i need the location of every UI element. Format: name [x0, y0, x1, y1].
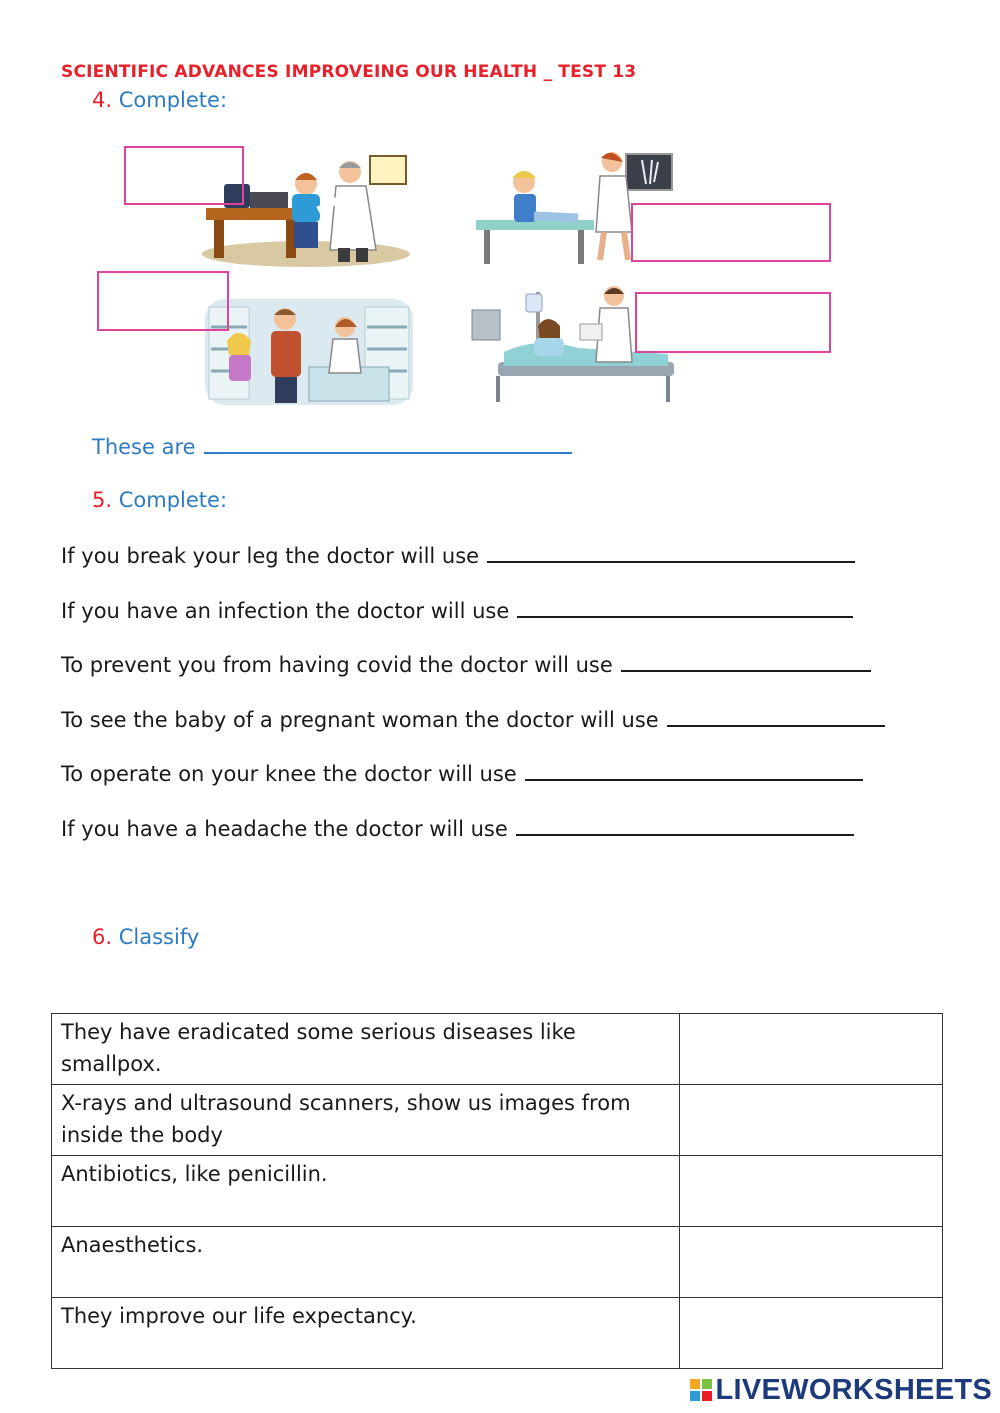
liveworksheets-logo-icon: [689, 1378, 713, 1402]
section-5-number: 5.: [92, 488, 113, 512]
these-are-answer-line[interactable]: [204, 434, 572, 454]
section-4-heading: [92, 88, 227, 112]
classify-answer-cell[interactable]: [680, 1085, 943, 1156]
sentence-2: [61, 598, 853, 623]
sentence-3-text: To prevent you from having covid the doctor will use: [61, 653, 613, 677]
sentence-1-text: If you break your leg the doctor will use: [61, 544, 480, 568]
liveworksheets-logo: [689, 1374, 993, 1407]
classify-statement: X-rays and ultrasound scanners, show us images from inside the body: [52, 1085, 680, 1156]
pharmacy-illustration: [205, 297, 413, 407]
classify-statement: They have eradicated some serious diseases like smallpox.: [52, 1014, 680, 1085]
these-are-prompt: [92, 434, 572, 459]
sentence-5-text: To operate on your knee the doctor will use: [61, 762, 517, 786]
section-4-number: 4.: [92, 88, 113, 112]
section-6-heading: [92, 925, 199, 949]
sentence-4-answer-line[interactable]: [667, 707, 885, 727]
these-are-label: These are: [92, 435, 196, 459]
sentence-6-answer-line[interactable]: [516, 816, 854, 836]
answer-box-hospital[interactable]: [635, 292, 831, 353]
section-5-heading: [92, 488, 227, 512]
classify-statement: Anaesthetics.: [52, 1227, 680, 1298]
section-6-number: 6.: [92, 925, 113, 949]
sentence-4: [61, 707, 885, 732]
table-row: [52, 1085, 943, 1156]
classify-answer-cell[interactable]: [680, 1298, 943, 1369]
sentence-2-text: If you have an infection the doctor will use: [61, 599, 510, 623]
section-6-label: Classify: [118, 925, 200, 949]
table-row: [52, 1014, 943, 1085]
classify-statement: Antibiotics, like penicillin.: [52, 1156, 680, 1227]
sentence-5-answer-line[interactable]: [525, 761, 863, 781]
table-row: [52, 1298, 943, 1369]
table-row: [52, 1156, 943, 1227]
answer-box-vaccination[interactable]: [124, 146, 244, 205]
section-5-label: Complete:: [118, 488, 228, 512]
section-4-label: Complete:: [118, 88, 228, 112]
classify-answer-cell[interactable]: [680, 1014, 943, 1085]
sentence-2-answer-line[interactable]: [517, 598, 853, 618]
sentence-3: [61, 652, 871, 677]
sentence-1-answer-line[interactable]: [487, 543, 855, 563]
sentence-4-text: To see the baby of a pregnant woman the doctor will use: [61, 708, 659, 732]
classify-statement: They improve our life expectancy.: [52, 1298, 680, 1369]
classify-table: [51, 1013, 943, 1369]
classify-answer-cell[interactable]: [680, 1156, 943, 1227]
classify-answer-cell[interactable]: [680, 1227, 943, 1298]
answer-box-pharmacy[interactable]: [97, 271, 229, 331]
liveworksheets-logo-text: LIVEWORKSHEETS: [715, 1374, 992, 1406]
sentence-5: [61, 761, 863, 786]
table-row: [52, 1227, 943, 1298]
sentence-1: [61, 543, 855, 568]
sentence-6: [61, 816, 854, 841]
sentence-3-answer-line[interactable]: [621, 652, 871, 672]
worksheet-title: SCIENTIFIC ADVANCES IMPROVEING OUR HEALTH _ TEST 13: [61, 62, 637, 82]
answer-box-xray[interactable]: [631, 203, 831, 262]
sentence-6-text: If you have a headache the doctor will use: [61, 817, 508, 841]
